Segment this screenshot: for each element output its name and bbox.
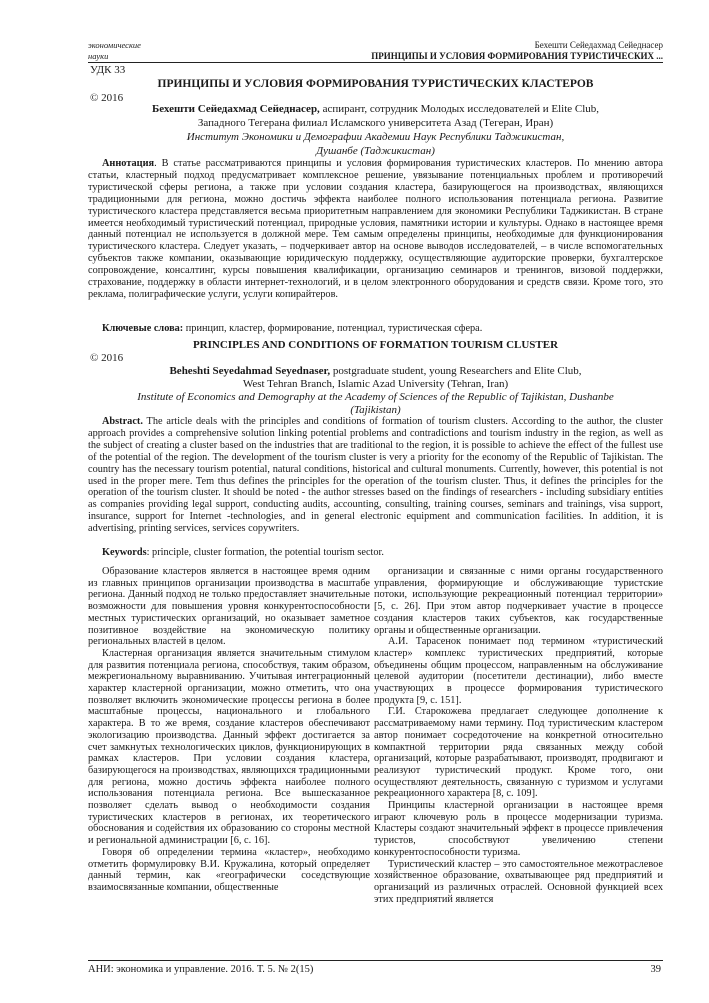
body-paragraph: Кластерная организация является значительным стимулом для развития потенциала региона, способствуя, таким образом, межрегиональному выравниванию. Учитывая интеграционный характер кластерной организации, можно отметить, что она позволяет включить экономические процессы региона в более масштабные процессы, национального и глобального характера. В то же время, создание кластеров обеспечивают экологизацию производства. Данный эффект достигается за счет замкнутых технологических циклов, функционирующих в рамках кластеров. При условии создания кластера, базирующегося на производствах, являющихся традиционными для региона, можно достичь эффекта наиболее полного использования потенциала региона. Все вышесказанное позволяет сделать вывод о необходимости создания туристических кластеров в регионах, их теоретического обоснования и содействия их образованию со стороны местной и региональной администрации [6, с. 16]. bbox=[88, 647, 370, 847]
keywords-ru-label: Ключевые слова: bbox=[102, 323, 184, 334]
body-paragraph: организации и связанные с ними органы государственного управления, формирующие и обслуживающие туристские потоки, использующие рекреационный потенциал территории» [5, с. 26]. При этом автор подчеркивает участие в процессе создания кластеров таких субъектов, как государственные органы и общественные организации. bbox=[374, 566, 663, 636]
running-head-article bbox=[371, 40, 663, 62]
keywords-en bbox=[88, 547, 663, 559]
abstract-en-label: Abstract. bbox=[102, 416, 143, 427]
body-column-right bbox=[374, 566, 663, 905]
abstract-ru-text: . В статье рассматриваются принципы и условия формирования туристических кластеров. По мнению автора статьи, кластерный подход предусматривает комплексное решение, увязывание потенциальных проблем и противоречий туристической сферы региона, а также при условии создания кластера, базирующегося на производствах, являющихся традиционными для региона, можно достичь эффекта наиболее полного использования потенциала региона. Развитие туристического кластера представляется весьма приоритетным направлением для экономики Республики Таджикистан. В стране имеется необходимый туристический потенциал, природные условия, памятники истории и культуры. Однако в настоящее время данный потенциал не используется в должной мере. Тем самым определены принципы, необходимые для функционирования туристического кластера. Следует указать, – подчеркивает автор на основе выводов исследователей, – в числе вспомогательных субъектов также компании, оказывающие юридическую поддержку, осуществляющие аудиторские проверки, бухгалтерское сопровождение, консалтинг, курсы повышения квалификации, организацию семинаров и тренингов, визовой поддержки, страхование, поддержку в области интернет-технологий, и в целом электронного оборудования и средств связи. Кроме того, это реклама, полиграфические услуги, услуги копирайтеров. bbox=[88, 158, 663, 300]
page-number: 39 bbox=[650, 964, 661, 975]
udk-code: УДК 33 bbox=[90, 64, 126, 76]
author-en-line bbox=[88, 364, 663, 378]
body-column-left bbox=[88, 566, 370, 894]
affiliation-en-3-text: (Tajikistan) bbox=[350, 404, 401, 416]
title-en: PRINCIPLES AND CONDITIONS OF FORMATION TOURISM CLUSTER bbox=[192, 339, 559, 351]
copyright-ru: © 2016 bbox=[90, 92, 124, 104]
affiliation-ru-3 bbox=[88, 144, 663, 158]
running-head-journal bbox=[88, 40, 141, 62]
title-ru: ПРИНЦИПЫ И УСЛОВИЯ ФОРМИРОВАНИЯ ТУРИСТИЧЕСКИХ КЛАСТЕРОВ bbox=[157, 78, 594, 90]
abstract-en-text: The article deals with the principles and conditions of formation of tourism clusters. According to the author, the cluster approach provides a comprehensive solution linking potential problems and contradictions and tourism industry in the region, as well as the subject of creating a cluster based on the industries that are traditional to the region, it is possible to achieve the effect of the fullest use of the potential of the region. The development of the tourism cluster is very a priority for the economy of the Republic of Tajikistan. The country has the necessary tourism potential, natural conditions, historical and cultural monuments. Currently, however, this potential is not used in the proper mere. Tem thus defines the principles for the operation of the tourism cluster. Thus, it defines the principles for the operation of the tourism cluster. It should be noted - the author stresses based on the findings of researchers - including subsidiary entities as companies providing legal support, conducting audits, accounting, consulting, training courses, seminars and trainings, visa support, insurance, support for Internet -technologies, and in general electronic equipment and communication facilities. In addition, it is advertising, printing services, services copywriters. bbox=[88, 416, 663, 535]
footer-rule bbox=[88, 960, 663, 961]
body-paragraph: Образование кластеров является в настоящее время одним из главных принципов организации производства в масштабе региона. Данный подход не только предоставляет значительные возможности для повышения уровня конкурентоспособности местных туристических организаций, но оказывает заметное позитивное воздействие на экономическую политику региональных властей в целом. bbox=[88, 566, 370, 648]
affiliation-en-2 bbox=[88, 390, 663, 404]
body-paragraph: Г.И. Старокожева предлагает следующее дополнение к рассматриваемому нами термину. Под туристическим кластером автор понимает сосредоточение на конкретной относительно компактной территории ряда связанных между собой организаций, которые разрабатывают, производят, продвигают и реализуют туристический продукт. Кроме того, они осуществляют деятельность, связанную с туризмом и услугами рекреационного характера [8, с. 109]. bbox=[374, 706, 663, 800]
copyright-en: © 2016 bbox=[90, 352, 124, 364]
author-position-en: postgraduate student, young Researchers and Elite Club, bbox=[330, 365, 582, 377]
affiliation-en-1: West Tehran Branch, Islamic Azad University (Tehran, Iran) bbox=[242, 378, 509, 390]
keywords-en-text: : principle, cluster formation, the potential tourism sector. bbox=[146, 547, 384, 558]
footer-journal: АНИ: экономика и управление. 2016. Т. 5. № 2(15) bbox=[88, 964, 314, 975]
header-rule bbox=[88, 62, 663, 63]
affiliation-ru-1: Западного Тегерана филиал Исламского университета Азад (Тегеран, Иран) bbox=[197, 117, 554, 129]
body-paragraph: Говоря об определении термина «кластер», необходимо отметить формулировку В.И. Кружалина, который определяет данный термин, как «географически соседствующие взаимосвязанные компании, общественные bbox=[88, 846, 370, 893]
author-name-en: Beheshti Seyedahmad Seyednaser, bbox=[169, 365, 331, 377]
keywords-en-label: Keywords bbox=[102, 547, 147, 558]
affiliation-en-3 bbox=[88, 403, 663, 417]
body-paragraph: Принципы кластерной организации в настоящее время играют ключевую роль в процессе модернизации туризма. Кластеры создают значительный эффект в процессе привлечения туристов, способствуют увеличению степени конкурентоспособности туризма. bbox=[374, 800, 663, 858]
affiliation-ru-3-text: Душанбе (Таджикистан) bbox=[316, 145, 435, 157]
keywords-ru-text: принцип, кластер, формирование, потенциал, туристическая сфера. bbox=[183, 323, 483, 334]
abstract-en bbox=[88, 416, 663, 535]
body-paragraph: Туристический кластер – это самостоятельное межотраслевое хозяйственное образование, охватывающее ряд предприятий и организаций из различных отраслей. Основной функцией всех этих предприятий является bbox=[374, 858, 663, 905]
author-position-ru: аспирант, сотрудник Молодых исследователей и Elite Club, bbox=[319, 103, 600, 115]
author-ru-line bbox=[88, 102, 663, 116]
running-head-title: ПРИНЦИПЫ И УСЛОВИЯ ФОРМИРОВАНИЯ ТУРИСТИЧЕСКИХ ... bbox=[371, 51, 663, 61]
journal-line-1: экономические bbox=[88, 40, 141, 50]
abstract-ru bbox=[88, 158, 663, 301]
affiliation-ru-2 bbox=[88, 130, 663, 144]
journal-line-2: науки bbox=[88, 51, 109, 61]
body-paragraph: А.И. Тарасенок понимает под термином «туристический кластер» комплекс туристических предприятий, которые объединены общим процессом, направленным на обслуживание целевой аудитории (посетители дестинации), либо вместе участвующих в процессе формирования туристического продукта [9, с. 151]. bbox=[374, 636, 663, 706]
abstract-ru-label: Аннотация bbox=[102, 158, 155, 169]
running-head-author: Бехешти Сейедахмад Сейеднасер bbox=[534, 40, 663, 50]
author-name-ru: Бехешти Сейедахмад Сейеднасер, bbox=[151, 103, 320, 115]
affiliation-ru-2-text: Институт Экономики и Демографии Академии Наук Республики Таджикистан, bbox=[186, 131, 565, 143]
affiliation-en-2-text: Institute of Economics and Demography at the Academy of Sciences of the Republic of Tajikistan, Dushanbe bbox=[137, 391, 614, 403]
keywords-ru bbox=[88, 323, 663, 335]
